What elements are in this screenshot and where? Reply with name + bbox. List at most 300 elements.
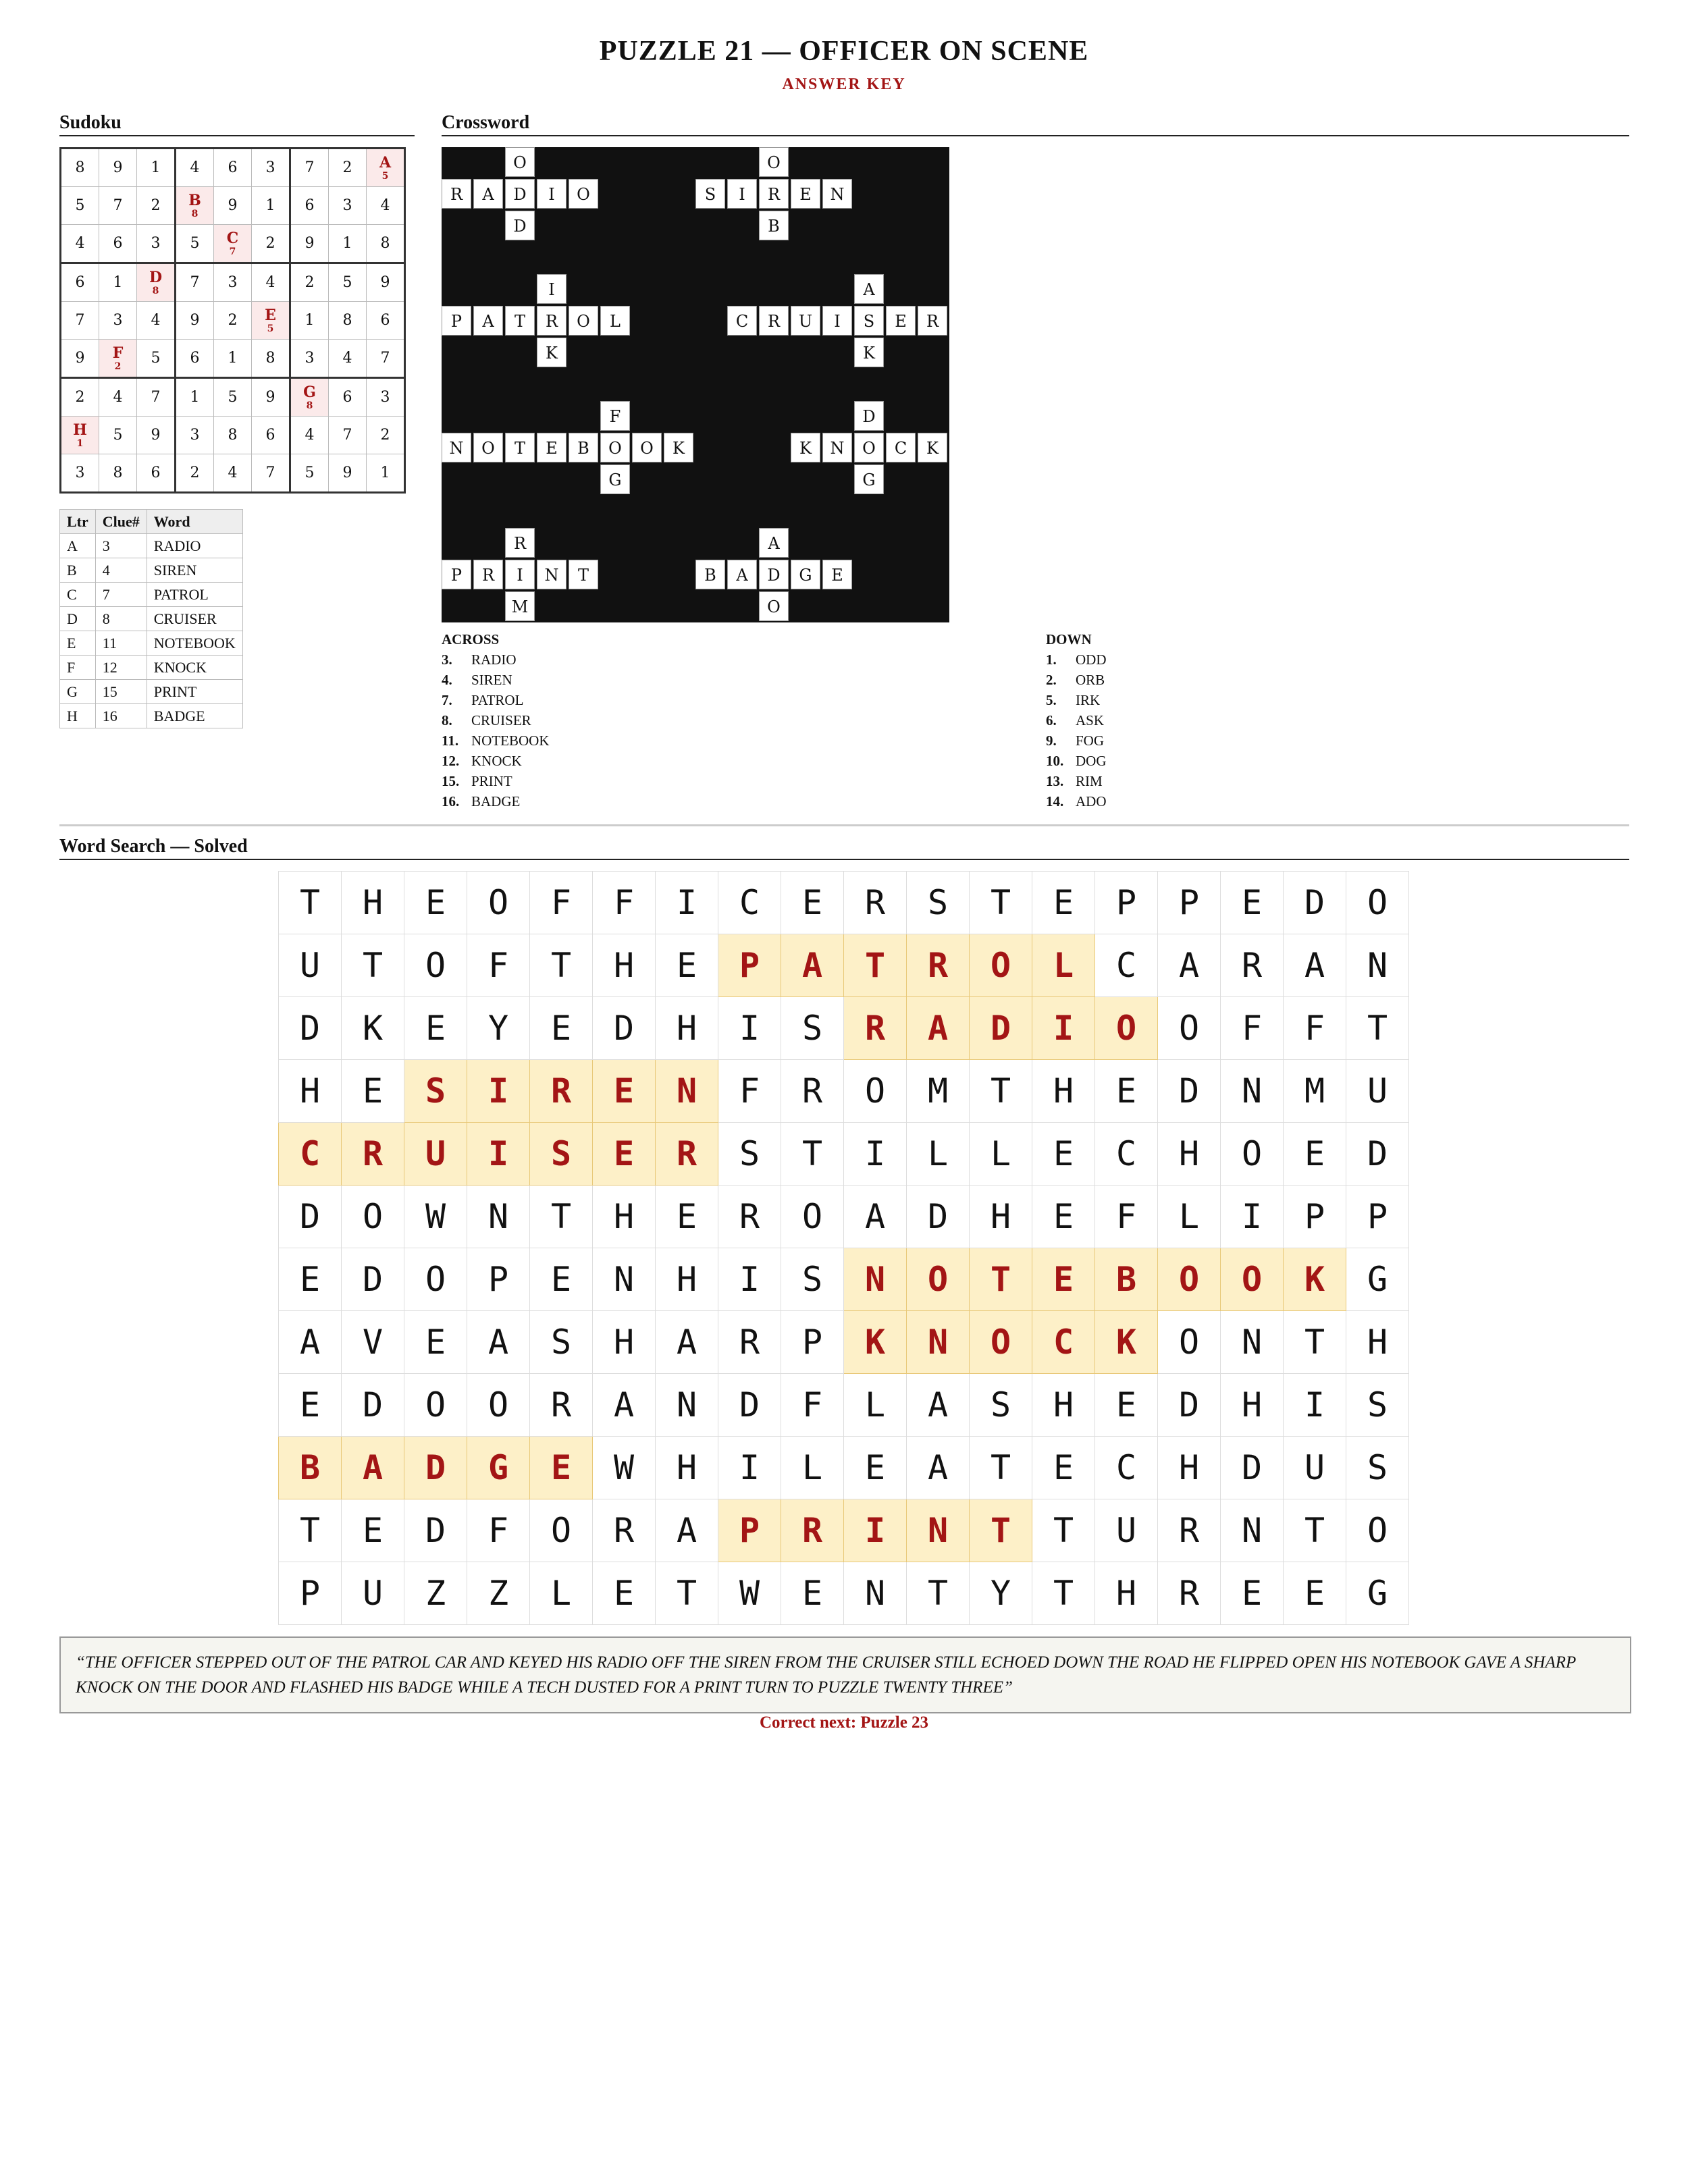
clue-answer: IRK [1076,692,1101,708]
crossword-cell: P [442,560,471,589]
sudoku-cell: 4 [61,225,99,263]
wordsearch-cell: F [1221,997,1284,1060]
wordsearch-row [279,872,1409,934]
wordsearch-cell: D [1346,1123,1409,1186]
wordsearch-found-cell: A [342,1437,404,1499]
wordsearch-cell: H [342,872,404,934]
wordsearch-found-cell: B [279,1437,342,1499]
wordsearch-cell: H [1032,1060,1095,1123]
wordsearch-cell: E [1221,1562,1284,1625]
key-cell: NOTEBOOK [147,631,242,656]
clue-answer: SIREN [471,672,512,688]
clue-item [1046,793,1107,810]
sudoku-cell-number: 5 [267,323,274,334]
clue-item [1046,651,1107,668]
crossword-cell: O [569,306,598,336]
wordsearch-found-cell: R [656,1123,718,1186]
wordsearch-found-cell: O [970,934,1032,997]
wordsearch-cell: G [1346,1562,1409,1625]
crossword-cell: F [600,401,630,431]
wordsearch-cell: P [781,1311,844,1374]
key-cell: B [60,558,96,583]
wordsearch-cell: E [1032,1186,1095,1248]
wordsearch-cell: R [781,1060,844,1123]
sudoku-cell: 3 [329,187,367,225]
wordsearch-cell: N [656,1374,718,1437]
clue-item [442,672,512,689]
down-heading: DOWN [1046,631,1092,647]
crossword-cell: I [537,179,566,209]
sudoku-cell: 6 [61,263,99,302]
wordsearch-cell: W [404,1186,467,1248]
wordsearch-cell: O [1346,872,1409,934]
clue-number: 8. [442,712,452,728]
clue-answer: ODD [1076,651,1107,668]
crossword-cell: K [791,433,820,462]
crossword-cell: K [664,433,693,462]
wordsearch-found-cell: E [593,1060,656,1123]
crossword-cell: G [791,560,820,589]
sudoku-cell: 8 [367,225,405,263]
key-row [60,583,243,607]
wordsearch-cell: N [467,1186,530,1248]
wordsearch-cell: N [844,1562,907,1625]
sudoku-cell: 6 [176,340,214,378]
sudoku-cell: 6 [367,302,405,340]
clue-item [1046,733,1104,749]
wordsearch-cell: F [593,872,656,934]
sudoku-cell: 3 [137,225,176,263]
wordsearch-cell: H [1158,1437,1221,1499]
wordsearch-cell: E [1032,872,1095,934]
wordsearch-cell: H [593,1186,656,1248]
wordsearch-row [279,1374,1409,1437]
crossword-cell: E [791,179,820,209]
wordsearch-cell: E [1221,872,1284,934]
sudoku-cell: 7 [290,149,329,187]
crossword-cell: S [854,306,884,336]
crossword-cell: T [569,560,598,589]
sudoku-cell: 1 [214,340,252,378]
clue-item [442,753,522,770]
wordsearch-cell: L [1158,1186,1221,1248]
wordsearch-found-cell: O [970,1311,1032,1374]
crossword-cell: R [505,528,535,558]
sudoku-cell: 5 [290,454,329,493]
wordsearch-cell: P [279,1562,342,1625]
wordsearch-cell: T [656,1562,718,1625]
wordsearch-found-cell: L [1032,934,1095,997]
wordsearch-cell: H [656,1248,718,1311]
crossword-cell: R [473,560,503,589]
wordsearch-found-cell: A [907,997,970,1060]
wordsearch-cell: R [1221,934,1284,997]
wordsearch-cell: O [844,1060,907,1123]
sudoku-cell: 4 [137,302,176,340]
wordsearch-cell: T [781,1123,844,1186]
wordsearch-cell: T [279,1499,342,1562]
sudoku-cell: 4 [99,378,137,417]
crossword-cell: O [632,433,662,462]
wordsearch-cell: M [907,1060,970,1123]
wordsearch-cell: A [656,1499,718,1562]
wordsearch-found-cell: C [279,1123,342,1186]
sudoku-cell: 5 [99,417,137,454]
crossword-cell: T [505,433,535,462]
wordsearch-cell: U [1284,1437,1346,1499]
clue-number: 1. [1046,651,1057,668]
wordsearch-cell: T [1032,1499,1095,1562]
wordsearch-cell: F [467,1499,530,1562]
wordsearch-cell: A [593,1374,656,1437]
clue-number: 4. [442,672,452,688]
sudoku-cell: 9 [176,302,214,340]
wordsearch-cell: H [1095,1562,1158,1625]
clue-answer: FOG [1076,733,1105,749]
wordsearch-row [279,1186,1409,1248]
wordsearch-cell: O [1158,997,1221,1060]
crossword-cell: U [791,306,820,336]
wordsearch-row [279,934,1409,997]
clue-item [442,793,520,810]
wordsearch-heading: Word Search — Solved [59,836,1629,860]
wordsearch-cell: E [1095,1374,1158,1437]
section-divider [59,824,1629,826]
answer-key-table [59,509,243,728]
clue-answer: RIM [1076,773,1103,789]
key-cell: PATROL [147,583,242,607]
clue-item [442,712,531,729]
crossword-cell: D [505,179,535,209]
crossword-cell: M [505,591,535,621]
wordsearch-cell: I [718,1437,781,1499]
hidden-message: “THE OFFICER STEPPED OUT OF THE PATROL CAR AND KEYED HIS RADIO OFF THE SIREN FROM THE CRUISER STILL ECHOED DOWN THE ROAD HE FLIPPED OPEN HIS NOTEBOOK GAVE A SHARP KNOCK ON THE DOOR AND FLASHED HIS BADGE WHILE A TECH DUSTED FOR A PRINT TURN TO PUZZLE TWENTY THREE” [59,1636,1631,1713]
sudoku-cell: 5 [214,378,252,417]
wordsearch-found-cell: P [718,934,781,997]
wordsearch-cell: T [1284,1499,1346,1562]
crossword-cell: R [759,179,789,209]
wordsearch-cell: D [907,1186,970,1248]
sudoku-grid [59,147,406,494]
sudoku-cell: 9 [290,225,329,263]
wordsearch-cell: P [1284,1186,1346,1248]
sudoku-cell: 2 [61,378,99,417]
crossword-cell: E [537,433,566,462]
wordsearch-cell: L [530,1562,593,1625]
key-cell: 3 [95,534,147,558]
key-cell: 8 [95,607,147,631]
sudoku-row [61,187,405,225]
wordsearch-cell: L [844,1374,907,1437]
sudoku-marked-cell: C 7 [214,225,252,263]
wordsearch-found-cell: I [467,1060,530,1123]
wordsearch-found-cell: I [844,1499,907,1562]
wordsearch-cell: T [1032,1562,1095,1625]
wordsearch-cell: U [279,934,342,997]
sudoku-cell: 3 [61,454,99,493]
wordsearch-row [279,1311,1409,1374]
sudoku-cell-number: 7 [229,246,236,257]
wordsearch-found-cell: T [970,1499,1032,1562]
crossword-cell: E [886,306,916,336]
crossword-cell: B [695,560,725,589]
clue-answer: ASK [1076,712,1105,728]
key-cell: G [60,680,96,704]
sudoku-cell: 7 [137,378,176,417]
wordsearch-found-cell: R [844,997,907,1060]
wordsearch-cell: E [656,934,718,997]
key-row [60,631,243,656]
wordsearch-found-cell: N [656,1060,718,1123]
sudoku-cell: 3 [252,149,290,187]
crossword-cell: R [442,179,471,209]
sudoku-cell: 5 [176,225,214,263]
crossword-cell: P [442,306,471,336]
wordsearch-cell: D [718,1374,781,1437]
clue-item [442,733,550,749]
key-cell: H [60,704,96,728]
key-cell: 7 [95,583,147,607]
key-header: Ltr [60,510,96,534]
page-subtitle: ANSWER KEY [782,76,906,93]
sudoku-cell: 2 [367,417,405,454]
sudoku-cell: 4 [367,187,405,225]
sudoku-marked-cell: A 5 [367,149,405,187]
wordsearch-cell: D [593,997,656,1060]
sudoku-cell: 1 [137,149,176,187]
clue-answer: KNOCK [471,753,522,769]
sudoku-heading: Sudoku [59,112,415,136]
across-heading: ACROSS [442,631,500,647]
wordsearch-cell: D [404,1499,467,1562]
clue-number: 14. [1046,793,1064,809]
wordsearch-cell: Z [467,1562,530,1625]
wordsearch-cell: A [656,1311,718,1374]
crossword-cell: L [600,306,630,336]
key-cell: F [60,656,96,680]
crossword-cell: O [759,591,789,621]
wordsearch-cell: R [1158,1499,1221,1562]
sudoku-cell: 7 [61,302,99,340]
wordsearch-found-cell: S [530,1123,593,1186]
crossword-cell: R [537,306,566,336]
wordsearch-cell: O [781,1186,844,1248]
sudoku-cell: 7 [329,417,367,454]
sudoku-row [61,417,405,454]
sudoku-marked-cell: D 8 [137,263,176,302]
sudoku-cell: 2 [176,454,214,493]
wordsearch-cell: H [1346,1311,1409,1374]
wordsearch-cell: T [970,1437,1032,1499]
wordsearch-cell: K [342,997,404,1060]
sudoku-cell: 9 [61,340,99,378]
wordsearch-found-cell: R [530,1060,593,1123]
wordsearch-cell: S [1346,1374,1409,1437]
wordsearch-cell: W [718,1562,781,1625]
wordsearch-cell: C [1095,1123,1158,1186]
clue-answer: CRUISER [471,712,531,728]
wordsearch-cell: A [844,1186,907,1248]
crossword-cell: A [473,179,503,209]
wordsearch-cell: O [1346,1499,1409,1562]
crossword-cell: B [759,211,789,240]
wordsearch-cell: S [907,872,970,934]
sudoku-cell-number: 5 [381,170,389,182]
crossword-cell: I [822,306,852,336]
wordsearch-found-cell: O [907,1248,970,1311]
key-row [60,558,243,583]
wordsearch-cell: E [342,1499,404,1562]
sudoku-row [61,225,405,263]
wordsearch-cell: D [342,1374,404,1437]
wordsearch-cell: H [970,1186,1032,1248]
key-cell: C [60,583,96,607]
crossword-cell: O [505,147,535,177]
sudoku-cell: 6 [252,417,290,454]
wordsearch-cell: U [1346,1060,1409,1123]
wordsearch-cell: T [279,872,342,934]
clue-number: 11. [442,733,459,749]
crossword-cell: A [473,306,503,336]
wordsearch-cell: N [1221,1060,1284,1123]
wordsearch-cell: I [844,1123,907,1186]
clue-number: 9. [1046,733,1057,749]
key-cell: 12 [95,656,147,680]
wordsearch-found-cell: I [467,1123,530,1186]
sudoku-cell: 6 [137,454,176,493]
wordsearch-row [279,997,1409,1060]
sudoku-cell: 7 [252,454,290,493]
crossword-cell: N [442,433,471,462]
wordsearch-cell: D [279,1186,342,1248]
clue-item [442,692,523,709]
clue-number: 12. [442,753,460,769]
wordsearch-found-cell: N [907,1499,970,1562]
key-cell: PRINT [147,680,242,704]
wordsearch-found-cell: B [1095,1248,1158,1311]
wordsearch-cell: S [530,1311,593,1374]
wordsearch-cell: E [404,997,467,1060]
wordsearch-cell: F [781,1374,844,1437]
sudoku-row [61,454,405,493]
wordsearch-cell: S [970,1374,1032,1437]
wordsearch-cell: E [1095,1060,1158,1123]
sudoku-cell: 2 [137,187,176,225]
sudoku-cell-number: 8 [191,208,199,219]
clue-number: 3. [442,651,452,668]
wordsearch-found-cell: E [530,1437,593,1499]
wordsearch-cell: S [718,1123,781,1186]
sudoku-cell: 3 [214,263,252,302]
key-header: Word [147,510,242,534]
wordsearch-cell: R [530,1374,593,1437]
sudoku-marked-cell: E 5 [252,302,290,340]
key-cell: 16 [95,704,147,728]
wordsearch-found-cell: C [1032,1311,1095,1374]
sudoku-cell: 9 [252,378,290,417]
wordsearch-cell: F [530,872,593,934]
sudoku-cell: 3 [290,340,329,378]
sudoku-cell: 7 [367,340,405,378]
wordsearch-cell: O [404,1248,467,1311]
wordsearch-cell: T [907,1562,970,1625]
wordsearch-cell: F [467,934,530,997]
clue-answer: ORB [1076,672,1105,688]
wordsearch-cell: D [1158,1060,1221,1123]
wordsearch-cell: O [1158,1311,1221,1374]
clue-answer: RADIO [471,651,517,668]
sudoku-cell: 6 [290,187,329,225]
crossword-cell: G [600,464,630,494]
wordsearch-row [279,1499,1409,1562]
wordsearch-row [279,1248,1409,1311]
wordsearch-cell: L [970,1123,1032,1186]
wordsearch-cell: T [1346,997,1409,1060]
wordsearch-cell: T [970,1060,1032,1123]
key-row [60,704,243,728]
clue-number: 2. [1046,672,1057,688]
wordsearch-cell: O [404,934,467,997]
wordsearch-found-cell: T [970,1248,1032,1311]
wordsearch-cell: A [1158,934,1221,997]
crossword-cell: R [759,306,789,336]
wordsearch-cell: T [1284,1311,1346,1374]
wordsearch-cell: O [467,872,530,934]
wordsearch-cell: D [279,997,342,1060]
next-puzzle-note: Correct next: Puzzle 23 [759,1713,929,1732]
wordsearch-cell: V [342,1311,404,1374]
crossword-cell: O [569,179,598,209]
wordsearch-cell: I [718,1248,781,1311]
wordsearch-cell: L [781,1437,844,1499]
wordsearch-cell: O [1221,1123,1284,1186]
wordsearch-found-cell: S [404,1060,467,1123]
sudoku-cell: 5 [137,340,176,378]
wordsearch-cell: E [1032,1437,1095,1499]
wordsearch-cell: S [781,997,844,1060]
sudoku-cell: 5 [61,187,99,225]
clue-number: 16. [442,793,460,809]
key-cell: KNOCK [147,656,242,680]
wordsearch-cell: C [718,872,781,934]
crossword-cell: N [822,179,852,209]
clue-number: 13. [1046,773,1064,789]
sudoku-cell: 2 [329,149,367,187]
key-cell: E [60,631,96,656]
sudoku-cell: 4 [252,263,290,302]
key-cell: RADIO [147,534,242,558]
clue-item [1046,712,1104,729]
sudoku-cell: 2 [252,225,290,263]
wordsearch-cell: E [781,1562,844,1625]
wordsearch-cell: P [467,1248,530,1311]
wordsearch-cell: E [530,997,593,1060]
wordsearch-found-cell: E [593,1123,656,1186]
sudoku-cell-number: 8 [306,400,313,411]
sudoku-cell: 1 [329,225,367,263]
key-cell: D [60,607,96,631]
sudoku-marked-cell: H 1 [61,417,99,454]
sudoku-cell: 8 [252,340,290,378]
clue-answer: ADO [1076,793,1107,809]
wordsearch-found-cell: N [907,1311,970,1374]
wordsearch-found-cell: P [718,1499,781,1562]
wordsearch-cell: A [907,1374,970,1437]
sudoku-cell: 2 [214,302,252,340]
wordsearch-cell: E [279,1248,342,1311]
wordsearch-row [279,1437,1409,1499]
wordsearch-cell: A [1284,934,1346,997]
